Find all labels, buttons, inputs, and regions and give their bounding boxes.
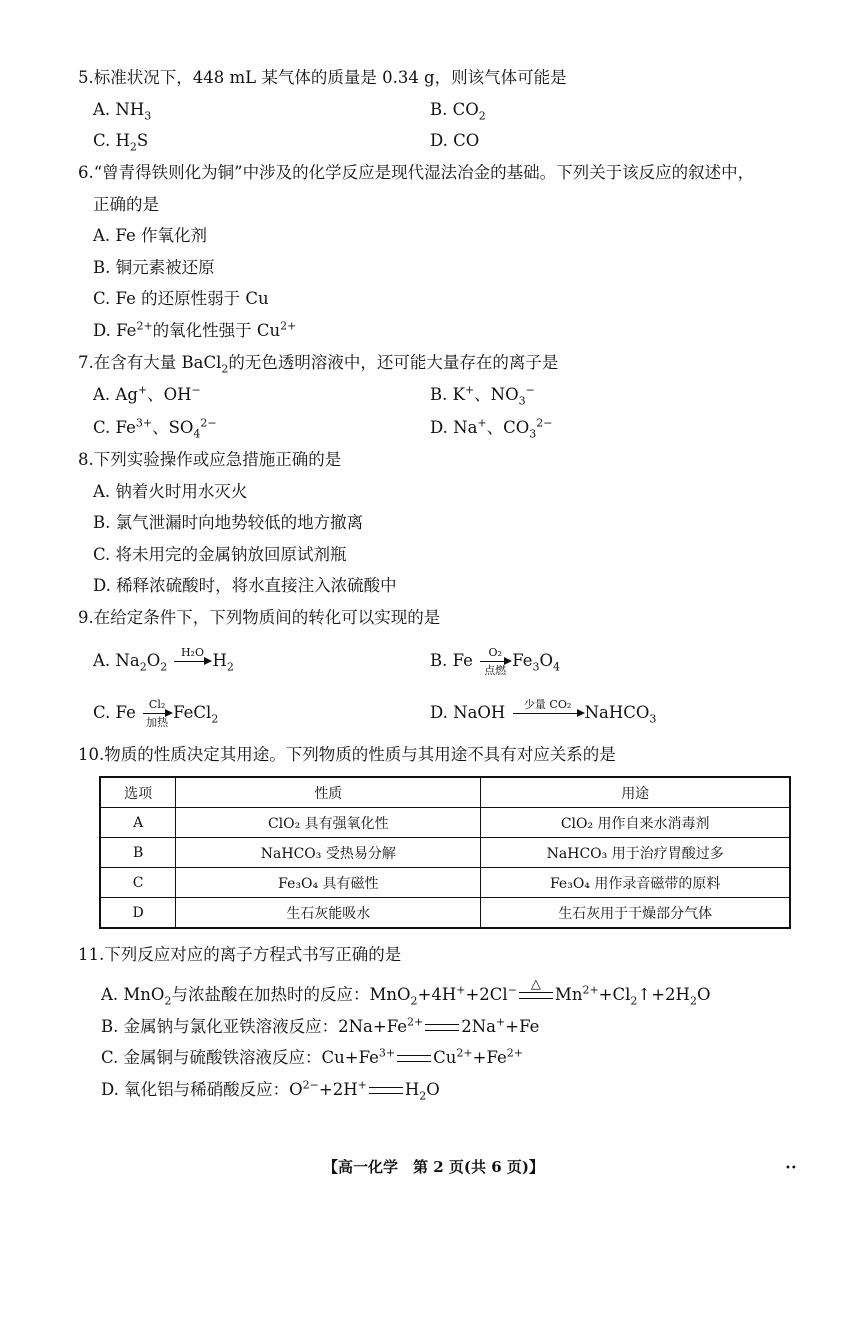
table-cell: ClO₂ 用作自来水消毒剂 bbox=[481, 808, 790, 838]
table-cell: 生石灰用于干燥部分气体 bbox=[481, 898, 790, 929]
table-cell: NaHCO₃ 用于治疗胃酸过多 bbox=[481, 838, 790, 868]
question-6-stem-line1: 6.“曾青得铁则化为铜”中涉及的化学反应是现代湿法冶金的基础。下列关于该反应的叙述中， bbox=[78, 163, 755, 182]
question-9-stem: 9.在给定条件下，下列物质间的转化可以实现的是 bbox=[78, 608, 441, 627]
equals-sign bbox=[425, 1024, 459, 1031]
q7-option-c: C. $Fe^{3+}$、$SO_4^{2-}$ bbox=[93, 416, 217, 441]
table-cell: D bbox=[100, 898, 176, 929]
table-cell: ClO₂ 具有强氧化性 bbox=[176, 808, 481, 838]
question-10-stem: 10.物质的性质决定其用途。下列物质的性质与其用途不具有对应关系的是 bbox=[78, 745, 616, 764]
q11-option-a: A. MnO$_2$与浓盐酸在加热时的反应：MnO$_2$+4H++2Cl− △ $Mn^{2+}+Cl_2↑+2H_2O$ bbox=[101, 977, 711, 1008]
corner-mark: •• bbox=[785, 1163, 797, 1174]
question-7-stem: 7.在含有大量 BaCl$_2$的无色透明溶液中，还可能大量存在的离子是 bbox=[78, 353, 559, 376]
table-cell: B bbox=[100, 838, 176, 868]
reaction-arrow: Cl₂ 加热 bbox=[143, 713, 171, 714]
q6-option-c: C. Fe 的还原性弱于 Cu bbox=[93, 289, 269, 308]
q5-option-b: B. $CO_2$ bbox=[430, 100, 486, 123]
equals-sign bbox=[397, 1055, 431, 1062]
q11-option-b: B. 金属钠与氯化亚铁溶液反应：$2Na+Fe^{2+}$ 2Na++Fe bbox=[101, 1015, 540, 1036]
q9-option-b: B. Fe O₂ 点燃 $Fe_3O_4$ bbox=[430, 646, 561, 677]
q8-option-b: B. 氯气泄漏时向地势较低的地方撤离 bbox=[93, 513, 364, 532]
q7-option-b: B. K+、$NO_3^-$ bbox=[430, 383, 535, 408]
question-5-stem: 5.标准状况下，448 mL 某气体的质量是 0.34 g，则该气体可能是 bbox=[78, 68, 567, 87]
table-header: 选项 bbox=[100, 777, 176, 808]
table-header-row bbox=[100, 777, 790, 808]
reaction-arrow: H₂O bbox=[174, 661, 210, 662]
q11-option-d: D. 氧化铝与稀硝酸反应：$O^{2-}+2H^+$ $H_2O$ bbox=[101, 1078, 440, 1103]
q8-option-d: D. 稀释浓硫酸时，将水直接注入浓硫酸中 bbox=[93, 576, 397, 595]
question-8-stem: 8.下列实验操作或应急措施正确的是 bbox=[78, 450, 342, 469]
reaction-arrow: 少量 CO₂ bbox=[513, 713, 583, 714]
q8-option-c: C. 将未用完的金属钠放回原试剂瓶 bbox=[93, 545, 347, 564]
q5-option-d: D. CO bbox=[430, 131, 480, 150]
table-row bbox=[100, 808, 790, 838]
q6-option-b: B. 铜元素被还原 bbox=[93, 258, 215, 277]
page-footer: 【高一化学 第 2 页(共 6 页)】 bbox=[323, 1158, 544, 1176]
equals-sign bbox=[369, 1087, 403, 1094]
q11-option-c: C. 金属铜与硫酸铁溶液反应：$Cu+Fe^{3+}$ $Cu^{2+}+Fe^{2+}$ bbox=[101, 1046, 523, 1067]
q7-option-a: A. Ag+、OH− bbox=[93, 383, 201, 404]
q5-option-a: A. $NH_3$ bbox=[93, 100, 152, 123]
table-row bbox=[100, 868, 790, 898]
table-header: 用途 bbox=[481, 777, 790, 808]
table-cell: Fe₃O₄ 用作录音磁带的原料 bbox=[481, 868, 790, 898]
q8-option-a: A. 钠着火时用水灭火 bbox=[93, 482, 248, 501]
table-cell: NaHCO₃ 受热易分解 bbox=[176, 838, 481, 868]
q9-option-d: D. NaOH 少量 CO₂ NaHCO$_3$ bbox=[430, 698, 657, 726]
q6-option-a: A. Fe 作氧化剂 bbox=[93, 226, 207, 245]
equals-sign: △ bbox=[519, 992, 553, 999]
table-cell: A bbox=[100, 808, 176, 838]
reaction-arrow: O₂ 点燃 bbox=[480, 661, 510, 662]
table-header: 性质 bbox=[176, 777, 481, 808]
q10-table bbox=[99, 776, 791, 929]
q6-option-d: D. $Fe^{2+}$的氧化性强于 $Cu^{2+}$ bbox=[93, 319, 297, 340]
table-row bbox=[100, 838, 790, 868]
table-cell: 生石灰能吸水 bbox=[176, 898, 481, 929]
q5-option-c: C. $H_2S$ bbox=[93, 131, 149, 154]
q9-option-c: C. Fe Cl₂ 加热 FeCl$_2$ bbox=[93, 698, 219, 729]
table-cell: C bbox=[100, 868, 176, 898]
question-6-stem-line2: 正确的是 bbox=[93, 195, 159, 214]
q7-option-d: D. Na+、$CO_3^{2-}$ bbox=[430, 416, 553, 441]
table-cell: Fe₃O₄ 具有磁性 bbox=[176, 868, 481, 898]
question-11-stem: 11.下列反应对应的离子方程式书写正确的是 bbox=[78, 945, 402, 964]
q9-option-a: A. $Na_2O_2$ H₂O $H_2$ bbox=[93, 646, 234, 674]
table-row bbox=[100, 898, 790, 929]
